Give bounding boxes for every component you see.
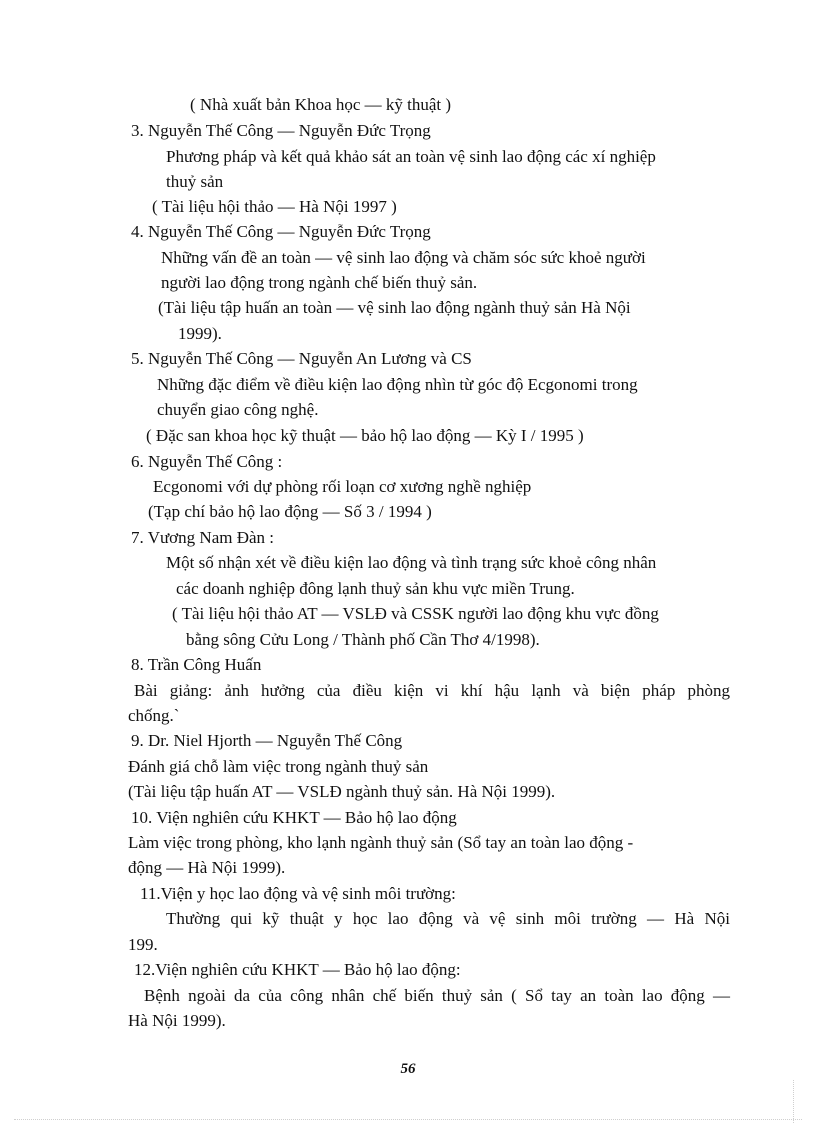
ref-11-title-line1: Thường qui kỹ thuật y học lao động và vệ sinh môi trường — Hà Nội xyxy=(166,909,730,928)
ref-4-source-line2: 1999). xyxy=(178,324,222,343)
ref-6-source: (Tạp chí bảo hộ lao động — Số 3 / 1994 ) xyxy=(148,502,432,521)
ref-10-title-line1: Làm việc trong phòng, kho lạnh ngành thuỷ sản (Sổ tay an toàn lao động - xyxy=(128,833,634,852)
ref-5-authors: 5. Nguyễn Thế Công — Nguyễn An Lương và CS xyxy=(131,349,472,368)
ref-5-source: ( Đặc san khoa học kỹ thuật — bảo hộ lao động — Kỳ I / 1995 ) xyxy=(146,426,584,445)
right-dotted-border xyxy=(793,1080,794,1123)
ref-12-title-line2: Hà Nội 1999). xyxy=(128,1011,226,1030)
ref-4-authors: 4. Nguyễn Thế Công — Nguyễn Đức Trọng xyxy=(131,222,431,241)
ref-7-source-line1: ( Tài liệu hội thảo AT — VSLĐ và CSSK người lao động khu vực đồng xyxy=(172,604,659,623)
ref-9-source: (Tài liệu tập huấn AT — VSLĐ ngành thuỷ sản. Hà Nội 1999). xyxy=(128,782,556,801)
ref-8-title-line1: Bài giảng: ảnh hưởng của điều kiện vi khí hậu lạnh và biện pháp phòng xyxy=(134,681,730,700)
ref-6-title: Ecgonomi với dự phòng rối loạn cơ xương nghề nghiệp xyxy=(153,477,532,496)
ref-11-title-line2: 199. xyxy=(128,935,158,954)
ref-7-title-line2: các doanh nghiệp đông lạnh thuỷ sản khu vực miền Trung. xyxy=(176,579,575,598)
ref-5-title-line1: Những đặc điểm về điều kiện lao động nhìn từ góc độ Ecgonomi trong xyxy=(157,375,638,394)
ref-3-source: ( Tài liệu hội thảo — Hà Nội 1997 ) xyxy=(152,197,397,216)
bottom-dotted-border xyxy=(14,1119,802,1120)
ref-8-title-line2: chống.` xyxy=(128,706,180,725)
ref-9-authors: 9. Dr. Niel Hjorth — Nguyễn Thế Công xyxy=(131,731,403,750)
ref-11-authors: 11.Viện y học lao động và vệ sinh môi trường: xyxy=(140,884,456,903)
ref-12-authors: 12.Viện nghiên cứu KHKT — Bảo hộ lao động: xyxy=(134,960,461,979)
page-number: 56 xyxy=(400,1061,416,1077)
ref-3-title-line1: Phương pháp và kết quả khảo sát an toàn vệ sinh lao động các xí nghiệp xyxy=(166,147,656,166)
ref-7-title-line1: Một số nhận xét về điều kiện lao động và tình trạng sức khoẻ công nhân xyxy=(166,553,657,572)
ref-10-title-line2: động — Hà Nội 1999). xyxy=(128,858,286,877)
ref-2-publisher: ( Nhà xuất bản Khoa học — kỹ thuật ) xyxy=(190,95,452,114)
ref-12-title-line1: Bệnh ngoài da của công nhân chế biến thuỷ sản ( Sổ tay an toàn lao động — xyxy=(144,986,730,1005)
ref-3-title-line2: thuỷ sản xyxy=(166,172,224,191)
ref-4-source-line1: (Tài liệu tập huấn an toàn — vệ sinh lao động ngành thuỷ sản Hà Nội xyxy=(158,298,631,317)
ref-7-source-line2: bằng sông Cửu Long / Thành phố Cần Thơ 4/1998). xyxy=(186,630,540,649)
ref-9-title: Đánh giá chỗ làm việc trong ngành thuỷ sản xyxy=(128,757,429,776)
ref-10-authors: 10. Viện nghiên cứu KHKT — Bảo hộ lao động xyxy=(131,808,457,827)
ref-8-authors: 8. Trần Công Huấn xyxy=(131,655,262,674)
ref-7-authors: 7. Vương Nam Đàn : xyxy=(131,528,275,547)
ref-3-authors: 3. Nguyễn Thế Công — Nguyễn Đức Trọng xyxy=(131,121,431,140)
ref-4-title-line1: Những vấn đề an toàn — vệ sinh lao động và chăm sóc sức khoẻ người xyxy=(161,248,646,267)
ref-6-authors: 6. Nguyễn Thế Công : xyxy=(131,452,283,471)
ref-5-title-line2: chuyển giao công nghệ. xyxy=(157,400,319,419)
ref-4-title-line2: người lao động trong ngành chế biến thuỷ sản. xyxy=(161,273,478,292)
